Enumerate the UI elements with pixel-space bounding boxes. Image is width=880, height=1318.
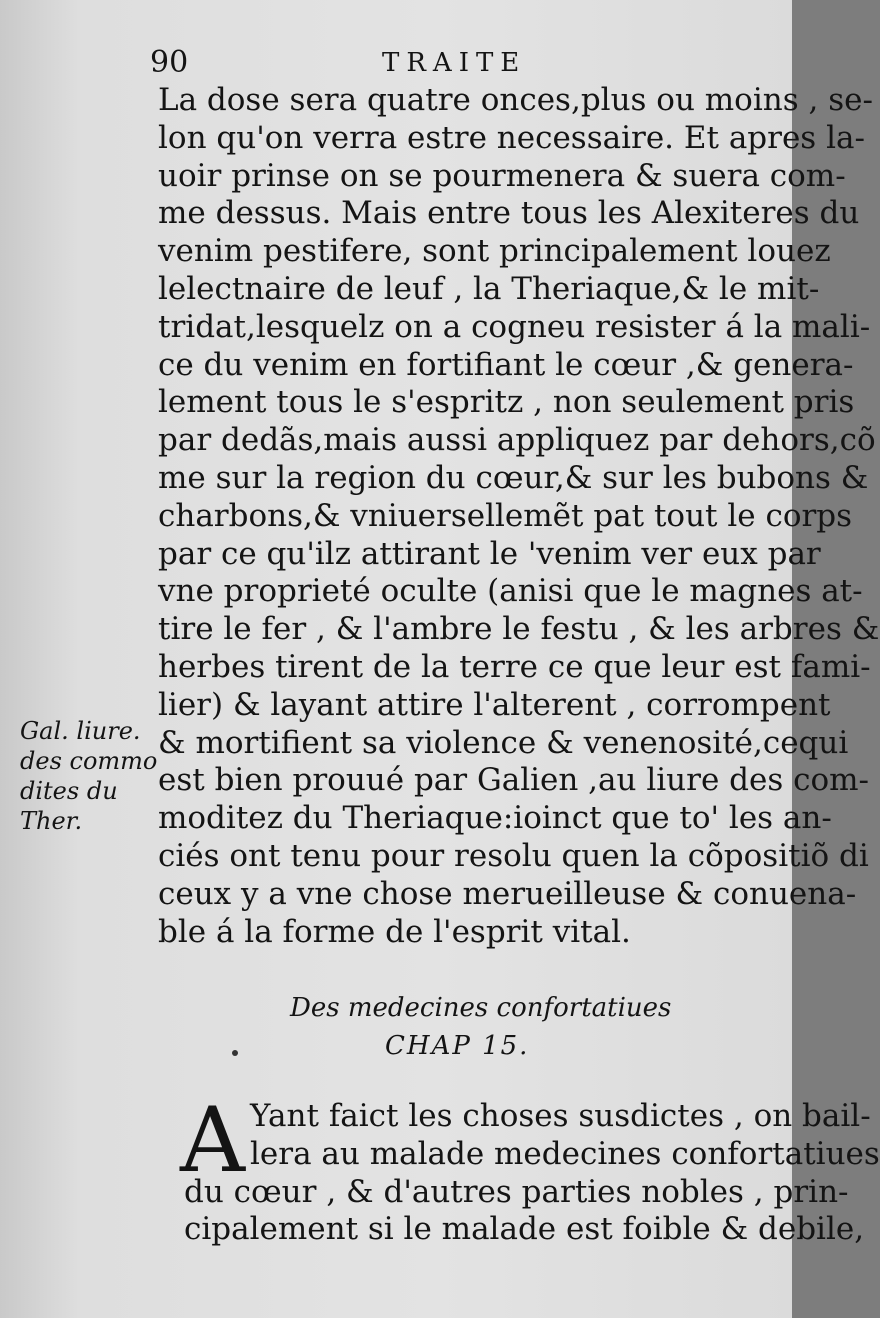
text-line: lier) & layant attire l'alterent , corrompent: [158, 686, 831, 723]
text-line: est bien prouué par Galien ,au liure des com-: [158, 762, 870, 799]
text-line: moditez du Theriaque:ioinct que to' les an-: [158, 800, 832, 837]
running-title: TRAITE: [382, 48, 527, 78]
text-line: lera au malade medecines confortatiues: [250, 1135, 880, 1172]
marginal-note: [20, 716, 180, 836]
text-line: Yant faict les choses susdictes , on bail-: [250, 1098, 871, 1134]
text-line: cipalement si le malade est foible & debile,: [184, 1211, 865, 1248]
text-line: La dose sera quatre onces,plus ou moins , se-: [158, 82, 873, 118]
text-line: tire le fer , & l'ambre le festu , & les arbres &: [158, 611, 880, 648]
text-line: lon qu'on verra estre necessaire. Et apres la-: [158, 119, 865, 156]
text-line: ble á la forme de l'esprit vital.: [158, 913, 631, 950]
page-header: [150, 46, 750, 80]
marginal-note-line: Gal. liure.: [20, 717, 141, 745]
text-line: me sur la region du cœur,& sur les bubons &: [158, 459, 869, 496]
chapter-title: Des medecines confortatiues: [290, 993, 672, 1023]
text-line: par ce qu'ilz attirant le 'venim ver eux par: [158, 535, 821, 572]
marginal-note-line: dites du: [20, 777, 118, 805]
text-line: herbes tirent de la terre ce que leur est fami-: [158, 648, 871, 685]
chapter-text: [184, 1098, 880, 1249]
text-line: lelectnaire de leuf , la Theriaque,& le mit-: [158, 270, 820, 307]
text-line: vne proprieté oculte (anisi que le magnes at-: [158, 573, 863, 610]
marginal-note-line: Ther.: [20, 807, 83, 835]
text-line: lement tous le s'espritz , non seulement pris: [158, 384, 855, 421]
body-text: [158, 82, 880, 951]
chapter-label: CHAP 15.: [385, 1031, 530, 1061]
text-line: par dedãs,mais aussi appliquez par dehors,cõ: [158, 422, 876, 459]
text-line: ciés ont tenu pour resolu quen la cõpositiõ di: [158, 837, 869, 874]
drop-cap: A: [180, 1088, 245, 1193]
text-line: ceux y a vne chose merueilleuse & conuena-: [158, 875, 857, 912]
text-line: venim pestifere, sont principalement louez: [158, 233, 831, 270]
text-line: charbons,& vniuersellemẽt pat tout le corps: [158, 497, 853, 534]
marginal-note-line: des commo: [20, 747, 158, 775]
text-line: me dessus. Mais entre tous les Alexiteres du: [158, 195, 860, 232]
text-line: uoir prinse on se pourmenera & suera com-: [158, 157, 846, 194]
ink-speck: [232, 1050, 238, 1056]
text-line: du cœur , & d'autres parties nobles , prin-: [184, 1173, 849, 1210]
text-line: ce du venim en fortifiant le cœur ,& genera-: [158, 346, 854, 383]
text-line: & mortifient sa violence & venenosité,cequi: [158, 724, 849, 761]
text-line: tridat,lesquelz on a cogneu resister á la mali-: [158, 308, 871, 345]
page-number: 90: [150, 45, 189, 80]
